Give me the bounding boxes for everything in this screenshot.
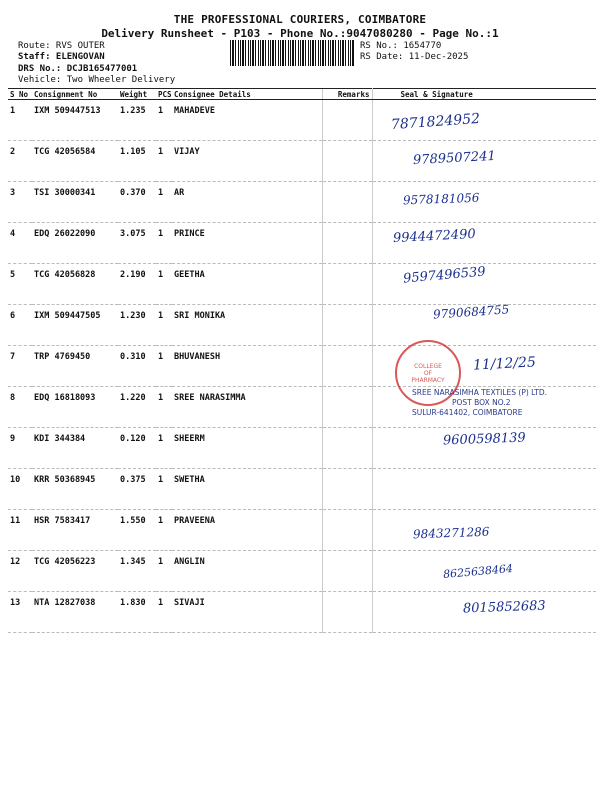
row-consignment-no: KDI 344384 (32, 428, 118, 469)
row-pcs: 1 (156, 551, 172, 592)
runsheet-subtitle: Delivery Runsheet - P103 - Phone No.:9047080280 - Page No.:1 (101, 27, 499, 40)
row-remarks (322, 100, 372, 141)
row-signature (372, 141, 596, 182)
row-consignee: SRI MONIKA (172, 305, 322, 346)
table-row (8, 551, 596, 592)
stamp-line-1: SREE NARASIMHA TEXTILES (P) LTD. (412, 388, 548, 397)
row-remarks (322, 510, 372, 551)
row-sno: 9 (8, 428, 32, 469)
row-remarks (322, 182, 372, 223)
row-consignee: SIVAJI (172, 592, 322, 633)
row-remarks (322, 346, 372, 387)
handwritten-signature: 7871824952 (390, 110, 481, 134)
table-row (8, 346, 596, 387)
row-remarks (322, 469, 372, 510)
row-consignee: PRINCE (172, 223, 322, 264)
staff-label: Staff: ELENGOVAN (18, 52, 105, 62)
col-sno: S No (8, 89, 32, 100)
row-consignment-no: EDQ 16818093 (32, 387, 118, 428)
row-sno: 1 (8, 100, 32, 141)
table-header-row (8, 89, 596, 100)
row-pcs: 1 (156, 223, 172, 264)
row-signature (372, 100, 596, 141)
row-remarks (322, 551, 372, 592)
row-pcs: 1 (156, 264, 172, 305)
row-weight: 1.220 (118, 387, 156, 428)
barcode (230, 40, 355, 66)
row-signature (372, 223, 596, 264)
handwritten-signature: 8015852683 (462, 598, 546, 617)
company-stamp (412, 388, 547, 418)
row-remarks (322, 387, 372, 428)
row-pcs: 1 (156, 592, 172, 633)
row-weight: 1.105 (118, 141, 156, 182)
row-sno: 8 (8, 387, 32, 428)
table-row (8, 223, 596, 264)
row-consignment-no: EDQ 26022090 (32, 223, 118, 264)
row-consignment-no: NTA 12827038 (32, 592, 118, 633)
col-signature: Seal & Signature (372, 89, 596, 100)
col-consignee: Consignee Details (172, 89, 322, 100)
handwritten-signature: 9597496539 (402, 264, 486, 287)
runsheet-table (8, 88, 596, 633)
row-consignment-no: TCG 42056223 (32, 551, 118, 592)
row-signature (372, 551, 596, 592)
row-consignee: BHUVANESH (172, 346, 322, 387)
row-consignee: PRAVEENA (172, 510, 322, 551)
row-weight: 1.550 (118, 510, 156, 551)
rs-date: RS Date: 11-Dec-2025 (360, 52, 469, 62)
row-consignment-no: TSI 30000341 (32, 182, 118, 223)
row-consignment-no: IXM 509447505 (32, 305, 118, 346)
col-pcs: PCS (158, 89, 172, 99)
row-consignment-no: KRR 50368945 (32, 469, 118, 510)
row-pcs: 1 (156, 387, 172, 428)
table-row (8, 182, 596, 223)
route-label: Route: RVS OUTER (18, 41, 105, 51)
row-sno: 3 (8, 182, 32, 223)
row-remarks (322, 264, 372, 305)
row-sno: 13 (8, 592, 32, 633)
row-sno: 6 (8, 305, 32, 346)
handwritten-signature: 8625638464 (442, 561, 513, 582)
handwritten-signature: 9843271286 (412, 524, 490, 542)
row-consignee: MAHADEVE (172, 100, 322, 141)
row-weight: 0.310 (118, 346, 156, 387)
row-consignee: SHEERM (172, 428, 322, 469)
table-row (8, 510, 596, 551)
row-pcs: 1 (156, 182, 172, 223)
stamp-line-3: SULUR-641402, COIMBATORE (412, 408, 523, 417)
row-pcs: 1 (156, 428, 172, 469)
row-sno: 4 (8, 223, 32, 264)
row-consignment-no: TCG 42056828 (32, 264, 118, 305)
handwritten-signature: 9790684755 (432, 302, 510, 322)
stamp-line-2: POST BOX NO.2 (452, 398, 511, 407)
table-row (8, 100, 596, 141)
company-title: THE PROFESSIONAL COURIERS, COIMBATORE (173, 13, 427, 26)
handwritten-signature: 11/12/25 (472, 354, 536, 374)
row-sno: 5 (8, 264, 32, 305)
table-row (8, 264, 596, 305)
row-signature (372, 264, 596, 305)
row-consignee: ANGLIN (172, 551, 322, 592)
handwritten-signature: 9578181056 (402, 190, 480, 208)
table-row (8, 305, 596, 346)
handwritten-signature: 9600598139 (442, 430, 526, 449)
row-weight: 1.345 (118, 551, 156, 592)
row-pcs: 1 (156, 510, 172, 551)
row-pcs: 1 (156, 100, 172, 141)
row-consignee: SREE NARASIMMA (172, 387, 322, 428)
handwritten-signature: 9789507241 (412, 148, 496, 169)
college-seal: COLLEGE OF PHARMACY (395, 340, 461, 406)
row-consignee: GEETHA (172, 264, 322, 305)
row-remarks (322, 592, 372, 633)
row-consignment-no: IXM 509447513 (32, 100, 118, 141)
row-pcs: 1 (156, 469, 172, 510)
row-weight: 1.230 (118, 305, 156, 346)
row-weight: 3.075 (118, 223, 156, 264)
row-sno: 7 (8, 346, 32, 387)
row-sno: 11 (8, 510, 32, 551)
col-weight: Weight (118, 89, 156, 100)
row-weight: 0.120 (118, 428, 156, 469)
drs-number: DRS No.: DCJB165477001 (18, 64, 138, 74)
table-row (8, 469, 596, 510)
row-remarks (322, 428, 372, 469)
row-pcs: 1 (156, 141, 172, 182)
row-consignee: AR (172, 182, 322, 223)
row-signature (372, 302, 596, 346)
row-pcs: 1 (156, 346, 172, 387)
row-consignment-no: TCG 42056584 (32, 141, 118, 182)
handwritten-signature: 9944472490 (392, 226, 476, 247)
row-consignment-no: TRP 4769450 (32, 346, 118, 387)
rs-number: RS No.: 1654770 (360, 41, 442, 51)
row-weight: 1.830 (118, 592, 156, 633)
table-row (8, 592, 596, 633)
row-sno: 10 (8, 469, 32, 510)
row-weight: 0.370 (118, 182, 156, 223)
row-sno: 2 (8, 141, 32, 182)
table-row (8, 141, 596, 182)
col-consignment: Consignment No (32, 89, 118, 100)
row-consignment-no: HSR 7583417 (32, 510, 118, 551)
row-sno: 12 (8, 551, 32, 592)
table-row (8, 428, 596, 469)
row-signature (372, 469, 596, 510)
row-signature (372, 182, 596, 223)
col-remarks: Remarks (322, 89, 372, 100)
row-remarks (322, 305, 372, 346)
row-signature (372, 428, 596, 469)
row-remarks (322, 223, 372, 264)
row-pcs: 1 (156, 305, 172, 346)
row-weight: 0.375 (118, 469, 156, 510)
row-consignee: VIJAY (172, 141, 322, 182)
row-consignee: SWETHA (172, 469, 322, 510)
vehicle-label: Vehicle: Two Wheeler Delivery (18, 75, 176, 85)
row-weight: 1.235 (118, 100, 156, 141)
row-signature (372, 510, 596, 551)
row-signature (372, 592, 596, 633)
row-weight: 2.190 (118, 264, 156, 305)
row-remarks (322, 141, 372, 182)
